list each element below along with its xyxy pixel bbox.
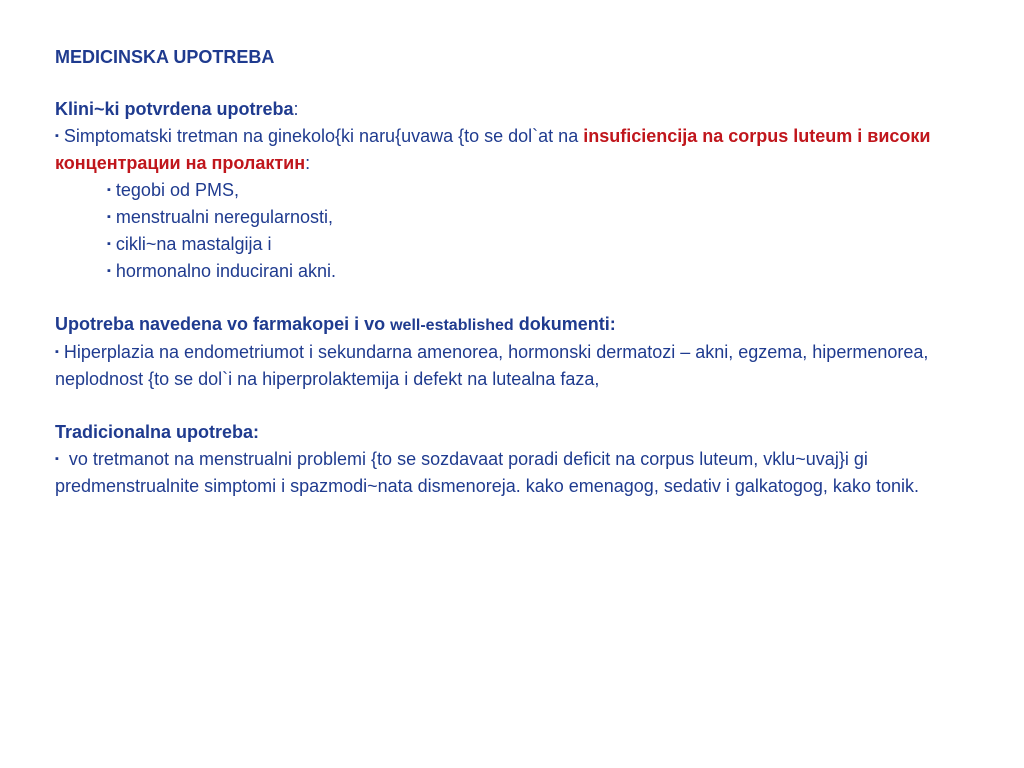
- traditional-section: [55, 419, 975, 500]
- clinical-use-lead-colon: :: [305, 153, 311, 173]
- square-bullet-icon: ▪: [55, 130, 59, 142]
- slide-content: [55, 44, 975, 526]
- pharmacopoeia-heading-part1: Upotreba navedena vo farmakopei i vo: [55, 314, 391, 334]
- clinical-use-section: [55, 96, 975, 285]
- pharmacopoeia-body: Hiperplazia na endometriumot i sekundarna amenorea, hormonski dermatozi – akni, egzema, hipermenorea, neplodnost {to se dol`i na hiperprolaktemija i defekt na lutealna faza,: [55, 342, 929, 389]
- clinical-use-list: [55, 177, 975, 285]
- clinical-use-heading-colon: :: [293, 99, 299, 119]
- clinical-use-highlight-cyrillic: високи концентрации на пролактин: [55, 126, 931, 173]
- square-bullet-icon: ▪: [55, 453, 59, 465]
- pharmacopoeia-section: [55, 311, 975, 393]
- list-item: [107, 177, 975, 204]
- clinical-use-heading: [55, 96, 975, 123]
- clinical-use-heading-text: Klini~ki potvrdena upotreba: [55, 99, 294, 119]
- pharmacopoeia-heading-part2: well-established: [390, 317, 514, 334]
- pharmacopoeia-text: [55, 339, 975, 393]
- list-item-text: cikli~na mastalgija i: [115, 234, 272, 254]
- square-bullet-icon: ▪: [107, 184, 111, 196]
- square-bullet-icon: ▪: [107, 238, 111, 250]
- pharmacopoeia-heading-part3: dokumenti:: [513, 314, 616, 334]
- traditional-text: [55, 446, 975, 500]
- square-bullet-icon: ▪: [55, 346, 59, 358]
- square-bullet-icon: ▪: [107, 265, 111, 277]
- list-item: [107, 204, 975, 231]
- square-bullet-icon: ▪: [107, 211, 111, 223]
- pharmacopoeia-heading: [55, 311, 975, 339]
- clinical-use-lead: [55, 123, 975, 177]
- clinical-use-lead-text: Simptomatski tretman na ginekolo{ki naru{uvawa {to se dol`at na: [63, 126, 584, 146]
- traditional-body: vo tretmanot na menstrualni problemi {to se sozdavaat poradi deficit na corpus luteum, vklu~uvaj}i gi predmenstrualnite simptomi i spazmodi~nata dismenoreja. kako emenagog, sedativ i galkatogog, kako tonik.: [55, 449, 919, 496]
- list-item: [107, 231, 975, 258]
- page-title: MEDICINSKA UPOTREBA: [55, 47, 275, 67]
- clinical-use-highlight-latin: insuficiencija na corpus luteum i: [583, 126, 868, 146]
- traditional-heading: Tradicionalna upotreba:: [55, 422, 260, 442]
- list-item-text: hormonalno inducirani akni.: [115, 261, 337, 281]
- list-item-text: tegobi od PMS,: [115, 180, 239, 200]
- list-item: [107, 258, 975, 285]
- list-item-text: menstrualni neregularnosti,: [115, 207, 334, 227]
